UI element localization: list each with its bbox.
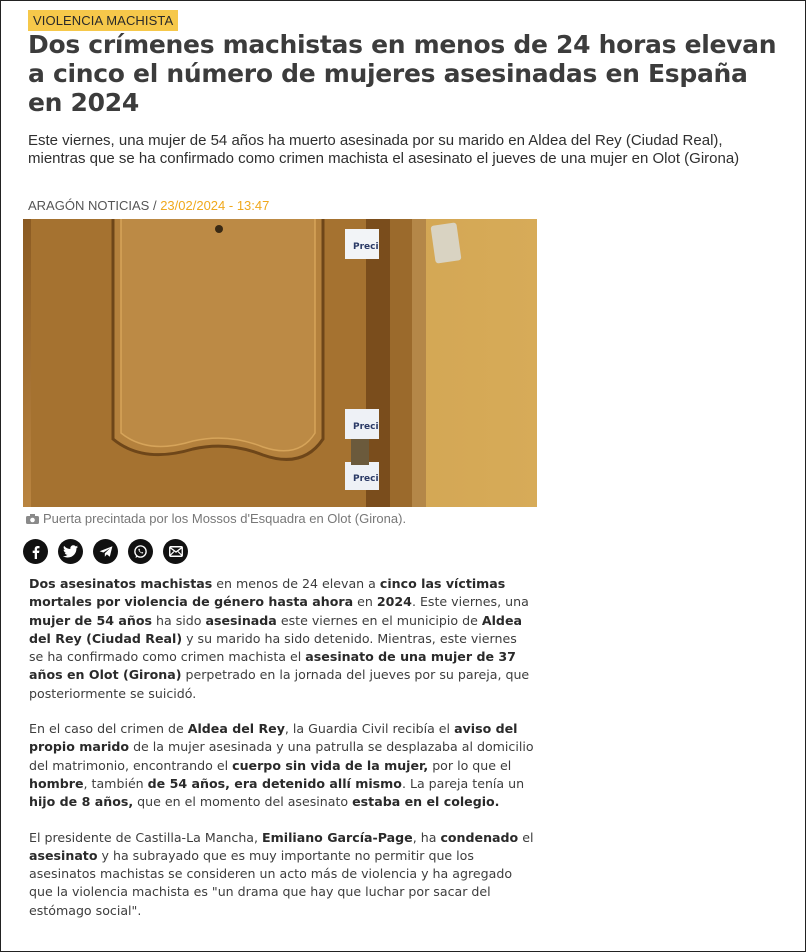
article-body [29,575,534,937]
telegram-icon [99,545,113,558]
facebook-icon [29,545,43,559]
photo-caption [26,511,406,528]
byline-source[interactable]: ARAGÓN NOTICIAS [28,198,150,213]
body-text: ha sido [152,612,206,628]
body-text: , ha [412,829,441,845]
body-text: en [353,594,377,610]
section-tag[interactable]: VIOLENCIA MACHISTA [28,10,178,31]
emphasis-text: hombre [29,775,84,791]
emphasis-text: Aldea del Rey [187,721,285,737]
byline-separator: / [149,198,161,213]
emphasis-text: condenado [440,829,519,845]
share-facebook-button[interactable] [23,539,48,564]
emphasis-text: hijo de 8 años, [29,794,134,810]
byline [28,198,269,214]
body-text: el [518,829,534,845]
byline-date: 23/02/2024 - 13:47 [160,198,270,213]
body-text: , la Guardia Civil recibía el [284,721,455,737]
emphasis-text: asesinada [205,612,277,628]
share-telegram-button[interactable] [93,539,118,564]
emphasis-text: asesinato [29,847,98,863]
body-text: y su marido ha sido detenido. Mientras, este viernes se ha confirmado como crimen machista el [29,630,517,665]
emphasis-text: cinco las víctimas mortales por violencia de género hasta ahora [29,576,506,610]
body-text: perpetrado en la jornada del jueves por su pareja, que posteriormente se suicidó. [29,667,530,701]
body-text: en menos de 24 elevan a [212,576,380,591]
body-text: . La pareja tenía un [401,775,525,791]
article-paragraph-3 [29,829,534,920]
body-text: este viernes en el municipio de [276,612,482,628]
sticker-text-2: Preci [353,422,379,432]
whatsapp-icon [133,544,148,559]
caption-text: Puerta precintada por los Mossos d'Esquadra en Olot (Girona). [43,511,407,526]
sticker-text-3: Preci [353,474,379,484]
emphasis-text: cuerpo sin vida de la mujer, [232,757,429,773]
body-text: En el caso del crimen de [29,721,188,737]
share-whatsapp-button[interactable] [128,539,153,564]
emphasis-text: estaba en el colegio. [352,794,500,810]
body-text: y ha subrayado que es muy importante no permitir que los asesinatos machistas se consideren un acto más de violencia y ha agregado que la violencia machista es "un drama que hay que luchar por sacar del estómago social". [29,847,513,918]
emphasis-text: asesinato de una mujer de 37 años en Olot (Girona) [29,649,516,683]
article-subheadline: Este viernes, una mujer de 54 años ha muerto asesinada por su marido en Aldea del Rey (Ciudad Real), mientras que se ha confirmado como crimen machista el asesinato el jueves de una mujer en Olot (Girona) [28,132,740,167]
twitter-icon [63,545,78,558]
emphasis-text: 2024 [376,594,412,610]
emphasis-text: mujer de 54 años [29,612,153,628]
body-text: , también [83,775,148,791]
email-icon [169,546,183,557]
share-twitter-button[interactable] [58,539,83,564]
article-paragraph-1 [29,575,534,703]
emphasis-text: aviso del propio marido [29,721,518,755]
body-text: . Este viernes, una [411,594,529,610]
sticker-text-1: Preci [353,242,379,252]
article-paragraph-2 [29,720,534,811]
share-bar [23,539,188,565]
emphasis-text: Dos asesinatos machistas [29,576,213,591]
body-text: de la mujer asesinada y una patrulla se desplazaba al domicilio del matrimonio, encontrando el [29,739,534,773]
article-headline: Dos crímenes machistas en menos de 24 horas elevan a cinco el número de mujeres asesinadas en España en 2024 [28,30,777,117]
share-email-button[interactable] [163,539,188,564]
door-photo-illustration [23,219,537,507]
emphasis-text: Emiliano García-Page [262,829,413,845]
emphasis-text: de 54 años, era detenido allí mismo [147,775,402,791]
camera-icon [26,512,39,528]
body-text: que en el momento del asesinato [133,794,353,810]
body-text: El presidente de Castilla-La Mancha, [29,829,263,845]
article-photo[interactable] [23,219,537,507]
body-text: por lo que el [428,757,512,773]
emphasis-text: Aldea del Rey (Ciudad Real) [29,612,522,646]
